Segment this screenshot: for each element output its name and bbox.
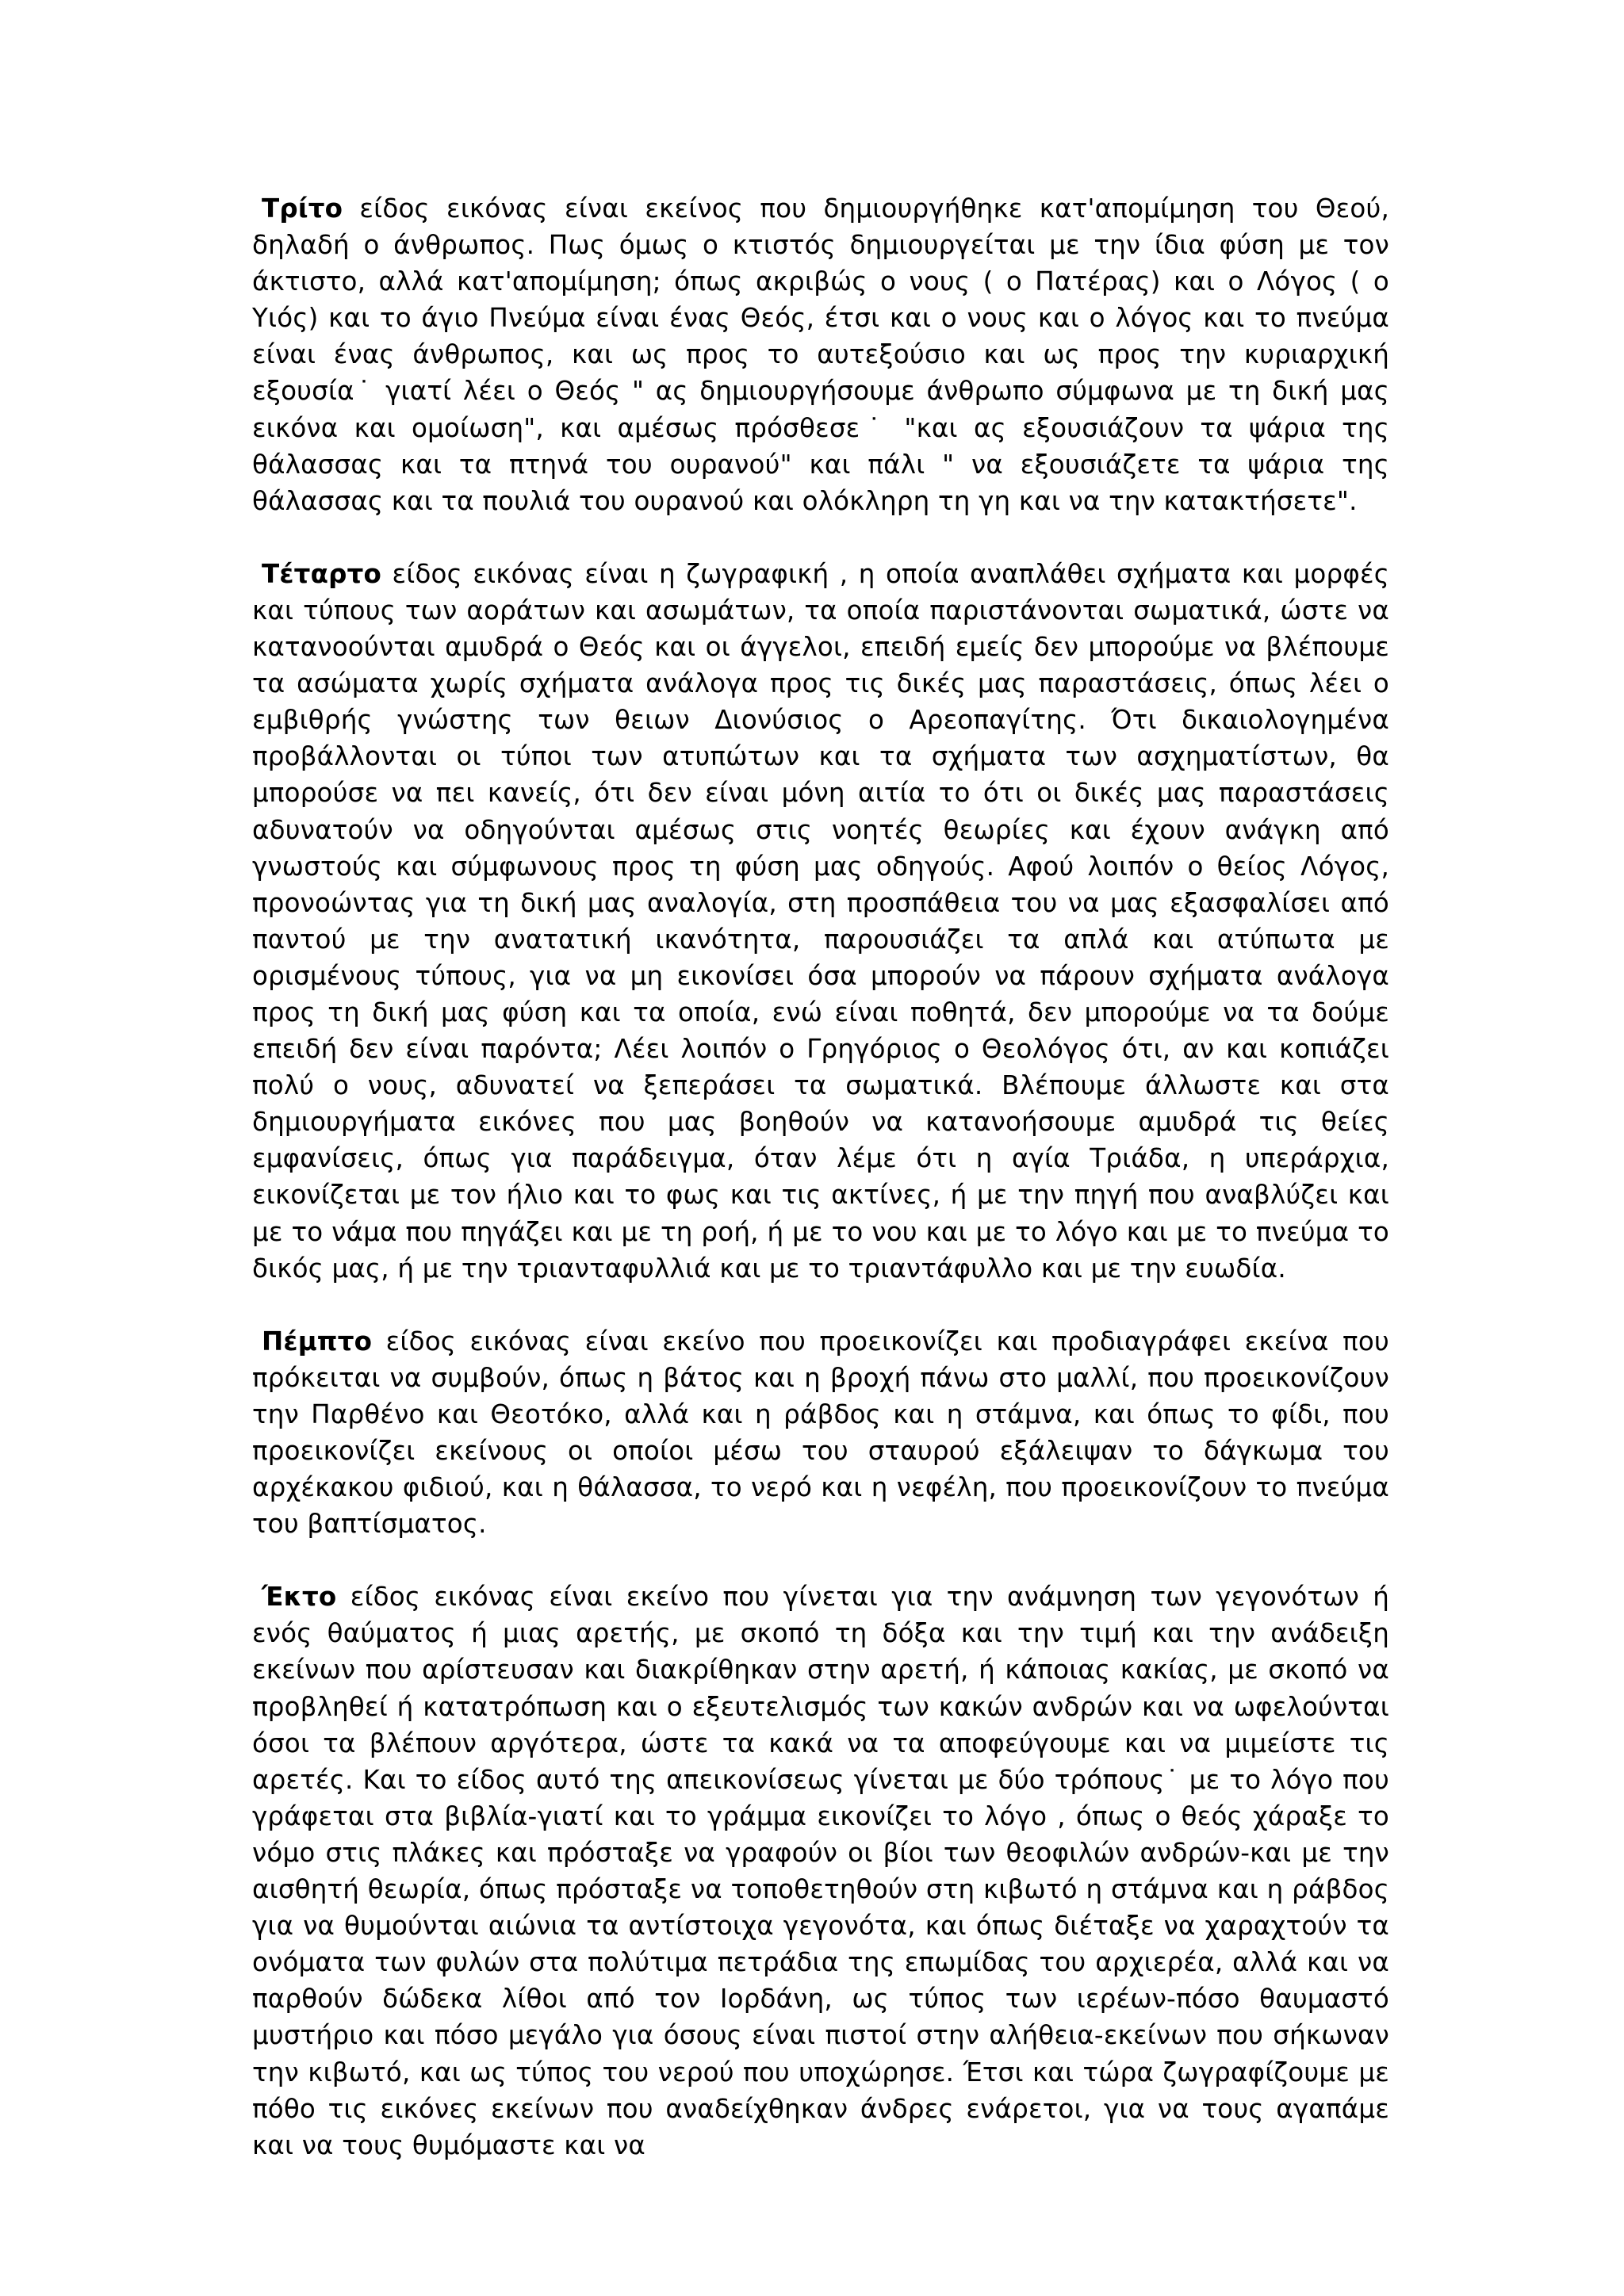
paragraph-lead: Τέταρτο: [262, 558, 382, 589]
paragraph-third-type: [252, 190, 1389, 519]
paragraph-text: είδος εικόνας είναι εκείνος που δημιουργήθηκε κατ'απομίμηση του Θεού, δηλαδή ο άνθρωπος. Πως όμως ο κτιστός δημιουργείται με την ίδια φύση με τον άκτιστο, αλλά κατ'απομίμηση; όπως ακριβώς ο νους ( ο Πατέρας) και ο Λόγος ( ο Υιός) και το άγιο Πνεύμα είναι ένας Θεός, έτσι και ο νους και ο λόγος και το πνεύμα είναι ένας άνθρωπος, και ως προς το αυτεξούσιο και ως προς την κυριαρχική εξουσία˙ γιατί λέει ο Θεός " ας δημιουργήσουμε άνθρωπο σύμφωνα με τη δική μας εικόνα και ομοίωση", και αμέσως πρόσθεσε˙ "και ας εξουσιάζουν τα ψάρια της θάλασσας και τα πτηνά του ουρανού" και πάλι " να εξουσιάζετε τα ψάρια της θάλασσας και τα πουλιά του ουρανού και ολόκληρη τη γη και να την κατακτήσετε".: [252, 193, 1389, 516]
paragraph-text: είδος εικόνας είναι εκείνο που γίνεται για την ανάμνηση των γεγονότων ή ενός θαύματος ή μιας αρετής, με σκοπό τη δόξα και την τιμή και την ανάδειξη εκείνων που αρίστευσαν και διακρίθηκαν στην αρετή, ή κάποιας κακίας, με σκοπό να προβληθεί ή κατατρόπωση και ο εξευτελισμός των κακών ανδρών και να ωφελούνται όσοι τα βλέπουν αργότερα, ώστε τα κακά να τα αποφεύγουμε και να μιμείστε τις αρετές. Και το είδος αυτό της απεικονίσεως γίνεται με δύο τρόπους˙ με το λόγο που γράφεται στα βιβλία-γιατί και το γράμμα εικονίζει το λόγο , όπως ο θεός χάραξε το νόμο στις πλάκες και πρόσταξε να γραφούν οι βίοι των θεοφιλών ανδρών-και με την αισθητή θεωρία, όπως πρόσταξε να τοποθετηθούν στη κιβωτό η στάμνα και η ράβδος για να θυμούνται αιώνια τα αντίστοιχα γεγονότα, και όπως διέταξε να χαραχτούν τα ονόματα των φυλών στα πολύτιμα πετράδια της επωμίδας του αρχιερέα, αλλά και να παρθούν δώδεκα λίθοι από τον Ιορδάνη, ως τύπος των ιερέων-πόσο θαυμαστό μυστήριο και πόσο μεγάλο για όσους είναι πιστοί στην αλήθεια-εκείνων που σήκωναν την κιβωτό, και ως τύπος του νερού που υποχώρησε. Έτσι και τώρα ζωγραφίζουμε με πόθο τις εικόνες εκείνων που αναδείχθηκαν άνδρες ενάρετοι, για να τους αγαπάμε και να τους θυμόμαστε και να: [252, 1582, 1389, 2160]
paragraph-text: είδος εικόνας είναι εκείνο που προεικονίζει και προδιαγράφει εκείνα που πρόκειται να συμβούν, όπως η βάτος και η βροχή πάνω στο μαλλί, που προεικονίζουν την Παρθένο και Θεοτόκο, αλλά και η ράβδος και η στάμνα, και όπως το φίδι, που προεικονίζει εκείνους οι οποίοι μέσω του σταυρού εξάλειψαν το δάγκωμα του αρχέκακου φιδιού, και η θάλασσα, το νερό και η νεφέλη, που προεικονίζουν το πνεύμα του βαπτίσματος.: [252, 1326, 1389, 1540]
paragraph-lead: Τρίτο: [262, 193, 343, 224]
paragraph-lead: Έκτο: [262, 1582, 337, 1613]
paragraph-fourth-type: [252, 556, 1389, 1287]
paragraph-text: είδος εικόνας είναι η ζωγραφική , η οποία αναπλάθει σχήματα και μορφές και τύπους των αοράτων και ασωμάτων, τα οποία παριστάνονται σωματικά, ώστε να κατανοούνται αμυδρά ο Θεός και οι άγγελοι, επειδή εμείς δεν μπορούμε να βλέπουμε τα ασώματα χωρίς σχήματα ανάλογα προς τις δικές μας παραστάσεις, όπως λέει ο εμβιθρής γνώστης των θειων Διονύσιος ο Αρεοπαγίτης. Ότι δικαιολογημένα προβάλλονται οι τύποι των ατυπώτων και τα σχήματα των ασχηματίστων, θα μπορούσε να πει κανείς, ότι δεν είναι μόνη αιτία το ότι οι δικές μας παραστάσεις αδυνατούν να οδηγούνται αμέσως στις νοητές θεωρίες και έχουν ανάγκη από γνωστούς και σύμφωνους προς τη φύση μας οδηγούς. Αφού λοιπόν ο θείος Λόγος, προνοώντας για τη δική μας αναλογία, στη προσπάθεια του να μας εξασφαλίσει από παντού με την ανατατική ικανότητα, παρουσιάζει τα απλά και ατύπωτα με ορισμένους τύπους, για να μη εικονίσει όσα μπορούν να πάρουν σχήματα ανάλογα προς τη δική μας φύση και τα οποία, ενώ είναι ποθητά, δεν μπορούμε να τα δούμε επειδή δεν είναι παρόντα; Λέει λοιπόν ο Γρηγόριος ο Θεολόγος ότι, αν και κοπιάζει πολύ ο νους, αδυνατεί να ξεπεράσει τα σωματικά. Βλέπουμε άλλωστε και στα δημιουργήματα εικόνες που μας βοηθούν να κατανοήσουμε αμυδρά τις θείες εμφανίσεις, όπως για παράδειγμα, όταν λέμε ότι η αγία Τριάδα, η υπεράρχια, εικονίζεται με τον ήλιο και το φως και τις ακτίνες, ή με την πηγή που αναβλύζει και με το νάμα που πηγάζει και με τη ροή, ή με το νου και με το λόγο και με το πνεύμα το δικός μας, ή με την τριανταφυλλιά και με το τριαντάφυλλο και με την ευωδία.: [252, 558, 1389, 1284]
document-page: [252, 190, 1389, 2200]
paragraph-lead: Πέμπτο: [262, 1326, 373, 1357]
paragraph-sixth-type: [252, 1578, 1389, 2164]
paragraph-fifth-type: [252, 1323, 1389, 1543]
